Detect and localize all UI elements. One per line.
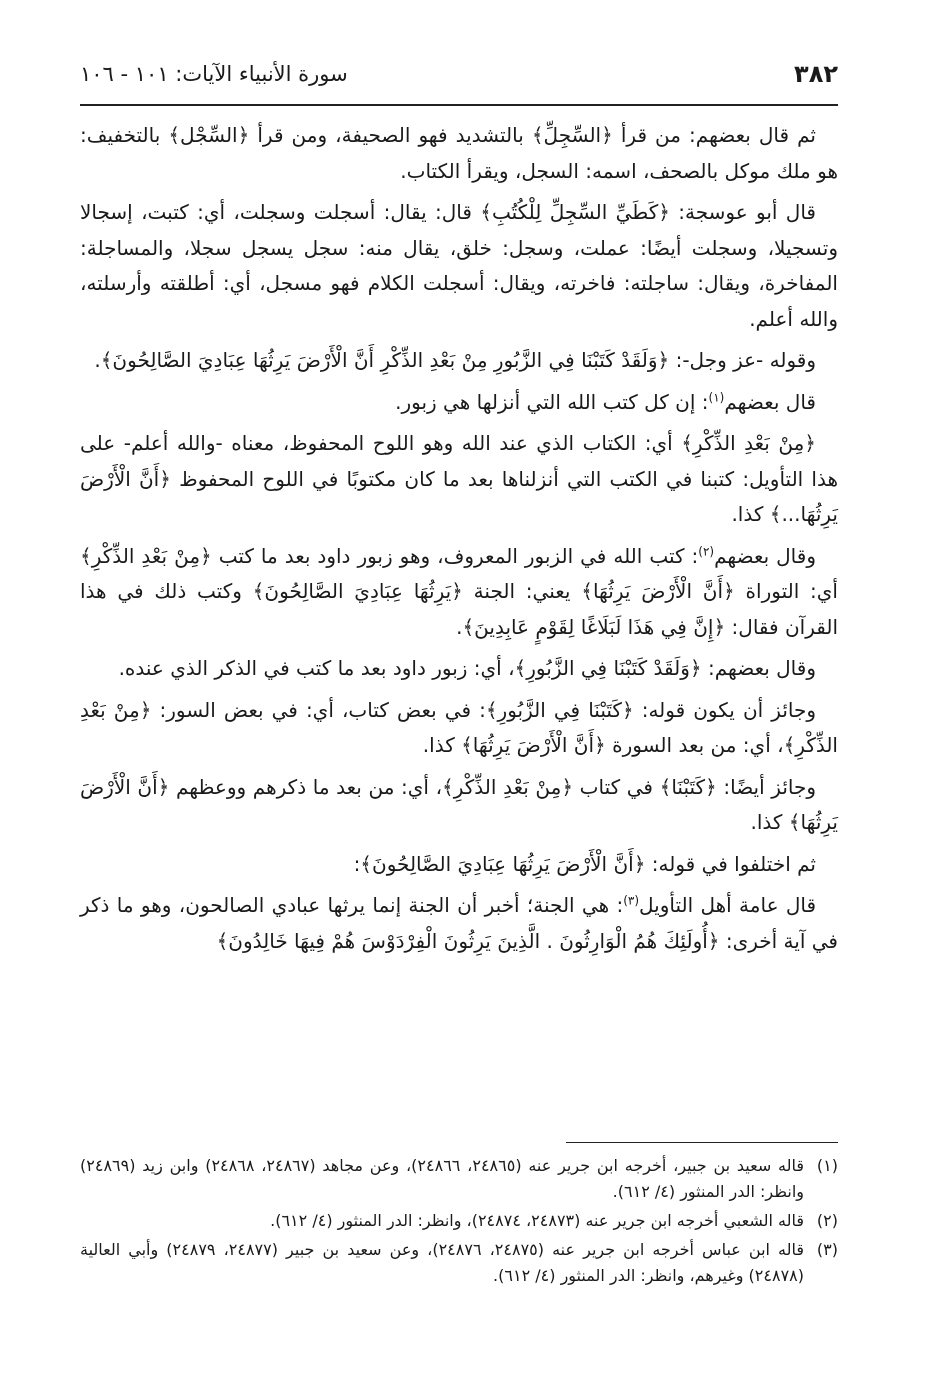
footnote-reference: (١) bbox=[708, 389, 725, 404]
footnote-number: (٢) bbox=[816, 1211, 838, 1230]
footnote-reference: (٢) bbox=[698, 543, 715, 558]
paragraph-text: قال عامة أهل التأويل bbox=[639, 893, 816, 917]
paragraph-text: قال بعضهم bbox=[724, 389, 816, 414]
paragraph-text: : كتب الله في الزبور المعروف، وهو زبور داود بعد ما كتب ﴿مِنْ بَعْدِ الذِّكْرِ﴾ أي: التوراة ﴿أَنَّ الْأَرْضَ يَرِثُهَا﴾ يعني: الجنة ﴿يَرِثُهَا عِبَادِيَ الصَّالِحُونَ﴾ وكتب ذلك في هذا القرآن فقال: ﴿إِنَّ فِي هَذَا لَبَلَاغًا لِقَوْمٍ عَابِدِينَ﴾. bbox=[80, 543, 838, 639]
paragraph-abu-awsaja: قال أبو عوسجة: ﴿كَطَيِّ السِّجِلِّ لِلْكُتُبِ﴾ قال: يقال: أسجلت وسجلت، أي: كتبت، إسجالا وتسجيلا، وسجلت أيضًا: عملت، وسجل: خلق، يقال منه: سجل يسجل سجلا، والمساجلة: المفاخرة، ويقال: ساجلته: فاخرته، ويقال: أسجلت الكلام فهو مسجل، أي: أطلقته وأرسلته، والله أعلم. bbox=[80, 200, 838, 331]
running-title: سورة الأنبياء الآيات: ١٠١ - ١٠٦ bbox=[80, 62, 348, 86]
paragraph-possible-meaning-2: وجائز أيضًا: ﴿كَتَبْنَا﴾ في كتاب ﴿مِنْ بَعْدِ الذِّكْرِ﴾، أي: من بعد ما ذكرهم ووعظهم ﴿أَنَّ الْأَرْضَ يَرِثُهَا﴾ كذا. bbox=[80, 774, 838, 834]
page-header bbox=[80, 54, 838, 102]
paragraph-sijill: ثم قال بعضهم: من قرأ ﴿السِّجِلِّ﴾ بالتشديد فهو الصحيفة، ومن قرأ ﴿السِّجْل﴾ بالتخفيف: هو ملك موكل بالصحف، اسمه: السجل، ويقرأ الكتاب. bbox=[80, 123, 838, 183]
footnotes bbox=[80, 1153, 838, 1292]
paragraph-zabur-dawud: وقال بعضهم: ﴿وَلَقَدْ كَتَبْنَا فِي الزَّبُورِ﴾، أي: زبور داود بعد ما كتب في الذكر الذي عنده. bbox=[118, 656, 816, 680]
paragraph-verse-quote: وقوله -عز وجل-: ﴿وَلَقَدْ كَتَبْنَا فِي الزَّبُورِ مِنْ بَعْدِ الذِّكْرِ أَنَّ الْأَرْضَ يَرِثُهَا عِبَادِيَ الصَّالِحُونَ﴾. bbox=[94, 348, 816, 372]
footnote-text: قاله سعيد بن جبير، أخرجه ابن جرير عنه (٢٤٨٦٥، ٢٤٨٦٦)، وعن مجاهد (٢٤٨٦٧، ٢٤٨٦٨) وابن زيد (٢٤٨٦٩) وانظر: الدر المنثور (٤/ ٦١٢). bbox=[80, 1156, 805, 1201]
footnote-item bbox=[80, 1153, 838, 1205]
main-text bbox=[80, 118, 838, 965]
paragraph-disagreement: ثم اختلفوا في قوله: ﴿أَنَّ الْأَرْضَ يَرِثُهَا عِبَادِيَ الصَّالِحُونَ﴾: bbox=[353, 851, 816, 876]
paragraph-text: : إن كل كتب الله التي أنزلها هي زبور. bbox=[395, 389, 709, 414]
paragraph-note-3 bbox=[80, 888, 838, 959]
footnote-item bbox=[80, 1237, 838, 1289]
paragraph-text: وقال بعضهم bbox=[714, 543, 816, 568]
paragraph-note-2 bbox=[80, 539, 838, 646]
footnote-text: قاله ابن عباس أخرجه ابن جرير عنه (٢٤٨٧٥، ٢٤٨٧٦)، وعن سعيد بن جبير (٢٤٨٧٧، ٢٤٨٧٩) وأبي العالية (٢٤٨٧٨) وغيرهم، وانظر: الدر المنثور (٤/ ٦١٢). bbox=[80, 1240, 805, 1285]
footnote-number: (١) bbox=[816, 1156, 838, 1175]
footnote-item bbox=[80, 1208, 838, 1234]
header-rule bbox=[80, 104, 838, 106]
paragraph-text: : هي الجنة؛ أخبر أن الجنة إنما يرثها عبادي الصالحون، وهو ما ذكر في آية أخرى: ﴿أُولَئِكَ هُمُ الْوَارِثُونَ . الَّذِينَ يَرِثُونَ الْفِرْدَوْسَ هُمْ فِيهَا خَالِدُونَ﴾ bbox=[80, 893, 838, 953]
page-number: ٣٨٢ bbox=[794, 60, 838, 88]
paragraph-possible-meaning-1: وجائز أن يكون قوله: ﴿كَتَبْنَا فِي الزَّبُورِ﴾: في بعض كتاب، أي: في بعض السور: ﴿مِنْ بَعْدِ الذِّكْرِ﴾، أي: من بعد السورة ﴿أَنَّ الْأَرْضَ يَرِثُهَا﴾ كذا. bbox=[80, 697, 838, 757]
paragraph-after-remembrance: ﴿مِنْ بَعْدِ الذِّكْرِ﴾ أي: الكتاب الذي عند الله وهو اللوح المحفوظ، معناه -والله أعلم- على هذا التأويل: كتبنا في الكتب التي أنزلناها بعد ما كان مكتوبًا في اللوح المحفوظ ﴿أَنَّ الْأَرْضَ يَرِثُهَا...﴾ كذا. bbox=[80, 431, 838, 526]
footnote-text: قاله الشعبي أخرجه ابن جرير عنه (٢٤٨٧٣، ٢٤٨٧٤)، وانظر: الدر المنثور (٤/ ٦١٢). bbox=[270, 1211, 804, 1230]
paragraph-note-1 bbox=[80, 385, 838, 421]
footnote-reference: (٣) bbox=[623, 893, 640, 908]
footnote-separator bbox=[566, 1142, 838, 1143]
footnote-number: (٣) bbox=[816, 1240, 838, 1259]
